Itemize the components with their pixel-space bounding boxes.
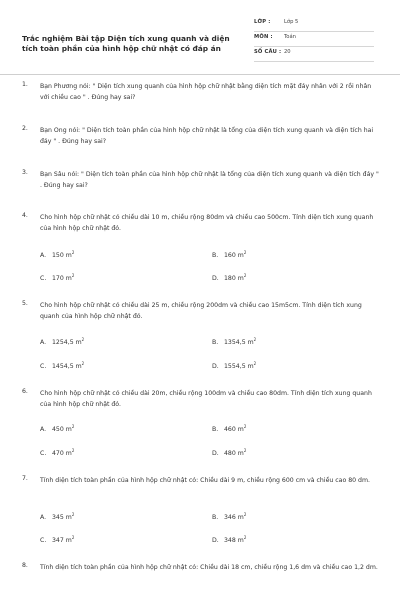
- question-number: 3.: [22, 169, 28, 176]
- meta-key: MÔN :: [254, 34, 273, 40]
- option-label: C.: [40, 275, 47, 283]
- answer-option-a[interactable]: [40, 250, 74, 259]
- answer-option-c[interactable]: [40, 448, 74, 457]
- question-number: 1.: [22, 81, 28, 88]
- option-label: D.: [212, 537, 219, 545]
- answer-option-b[interactable]: [212, 337, 256, 346]
- option-value: 460 m: [224, 426, 244, 434]
- answer-option-a[interactable]: [40, 424, 74, 433]
- question-number: 8.: [22, 562, 28, 569]
- option-value: 180 m: [224, 275, 244, 283]
- question-text: Bạn Sâu nói: " Diện tích toàn phần của hình hộp chữ nhật là tổng của diện tích xung quanh và diện tích đáy " . Đúng hay sai?: [40, 171, 379, 189]
- option-label: B.: [212, 252, 219, 260]
- meta-key: SỐ CÂU :: [254, 49, 282, 55]
- option-unit-exponent: 2: [253, 337, 257, 342]
- option-label: A.: [40, 426, 47, 434]
- option-label: A.: [40, 514, 47, 522]
- option-value: 1454,5 m: [52, 363, 82, 371]
- meta-row-count: [254, 47, 374, 62]
- option-label: D.: [212, 363, 219, 371]
- question-number: 6.: [22, 388, 28, 395]
- option-unit-exponent: 2: [71, 424, 75, 429]
- answer-option-b[interactable]: [212, 424, 246, 433]
- answer-option-c[interactable]: [40, 361, 84, 370]
- answer-option-a[interactable]: [40, 512, 74, 521]
- question-text: Cho hình hộp chữ nhật có chiều dài 20m, chiều rộng 100dm và chiều cao 80dm. Tính diện tích xung quanh của hình hộp chữ nhật đó.: [40, 390, 372, 408]
- option-value: 347 m: [52, 537, 72, 545]
- option-unit-exponent: 2: [253, 361, 257, 366]
- question-text: Tính diện tích toàn phần của hình hộp chữ nhật có: Chiều dài 18 cm, chiều rộng 1,6 dm và chiều cao 1,2 dm.: [40, 564, 378, 571]
- answer-option-c[interactable]: [40, 535, 74, 544]
- question-number: 4.: [22, 212, 28, 219]
- meta-row-subject: [254, 32, 374, 47]
- option-value: 348 m: [224, 537, 244, 545]
- worksheet-header: [0, 0, 400, 64]
- option-value: 346 m: [224, 514, 244, 522]
- meta-value: 20: [284, 49, 291, 55]
- answer-option-b[interactable]: [212, 250, 246, 259]
- question-text: Cho hình hộp chữ nhật có chiều dài 10 m, chiều rộng 80dm và chiều cao 500cm. Tính diện tích xung quanh của hình hộp chữ nhật đó.: [40, 214, 374, 232]
- option-unit-exponent: 2: [243, 448, 247, 453]
- question-text: Bạn Phương nói: " Diện tích xung quanh của hình hộp chữ nhật bằng diện tích mặt đáy nhân với 2 rồi nhân với chiều cao " . Đúng hay sai?: [40, 83, 372, 101]
- option-label: C.: [40, 450, 47, 458]
- option-value: 170 m: [52, 275, 72, 283]
- option-unit-exponent: 2: [71, 535, 75, 540]
- option-unit-exponent: 2: [81, 337, 85, 342]
- option-label: B.: [212, 514, 219, 522]
- option-label: A.: [40, 252, 47, 260]
- question-text: Bạn Ong nói: " Diện tích toàn phần của hình hộp chữ nhật là tổng của diện tích xung quanh và diện tích hai đáy " . Đúng hay sai?: [40, 127, 374, 145]
- option-value: 1354,5 m: [224, 339, 254, 347]
- option-value: 345 m: [52, 514, 72, 522]
- option-unit-exponent: 2: [243, 273, 247, 278]
- meta-key: LỚP :: [254, 19, 271, 25]
- answer-option-d[interactable]: [212, 535, 246, 544]
- meta-value: Lớp 5: [284, 19, 299, 25]
- answer-option-a[interactable]: [40, 337, 84, 346]
- answer-option-d[interactable]: [212, 361, 256, 370]
- option-unit-exponent: 2: [243, 535, 247, 540]
- option-value: 1554,5 m: [224, 363, 254, 371]
- question-text: Tính diện tích toàn phần của hình hộp chữ nhật có: Chiều dài 9 m, chiều rộng 600 cm và chiều cao 80 dm.: [40, 477, 370, 484]
- option-unit-exponent: 2: [71, 250, 75, 255]
- question-number: 7.: [22, 475, 28, 482]
- meta-row-class: [254, 17, 374, 32]
- meta-value: Toán: [284, 34, 296, 40]
- option-unit-exponent: 2: [243, 424, 247, 429]
- header-divider: [0, 74, 400, 75]
- option-unit-exponent: 2: [243, 512, 247, 517]
- option-label: D.: [212, 275, 219, 283]
- answer-option-b[interactable]: [212, 512, 246, 521]
- option-value: 1254,5 m: [52, 339, 82, 347]
- option-unit-exponent: 2: [71, 512, 75, 517]
- page-title: Trắc nghiệm Bài tập Diện tích xung quanh và diện tích toàn phần của hình hộp chữ nhật có đáp án: [22, 34, 230, 53]
- meta-panel: [254, 17, 374, 62]
- option-unit-exponent: 2: [81, 361, 85, 366]
- option-label: C.: [40, 363, 47, 371]
- option-value: 160 m: [224, 252, 244, 260]
- option-label: B.: [212, 426, 219, 434]
- option-value: 480 m: [224, 450, 244, 458]
- answer-option-d[interactable]: [212, 273, 246, 282]
- answer-option-d[interactable]: [212, 448, 246, 457]
- option-label: B.: [212, 339, 219, 347]
- option-label: A.: [40, 339, 47, 347]
- option-unit-exponent: 2: [243, 250, 247, 255]
- option-label: C.: [40, 537, 47, 545]
- option-value: 470 m: [52, 450, 72, 458]
- question-number: 2.: [22, 125, 28, 132]
- question-text: Cho hình hộp chữ nhật có chiều dài 25 m, chiều rộng 200dm và chiều cao 15m5cm. Tính diện tích xung quanh của hình hộp chữ nhật đó.: [40, 302, 362, 320]
- option-unit-exponent: 2: [71, 448, 75, 453]
- answer-option-c[interactable]: [40, 273, 74, 282]
- option-value: 150 m: [52, 252, 72, 260]
- question-number: 5.: [22, 300, 28, 307]
- option-label: D.: [212, 450, 219, 458]
- option-unit-exponent: 2: [71, 273, 75, 278]
- option-value: 450 m: [52, 426, 72, 434]
